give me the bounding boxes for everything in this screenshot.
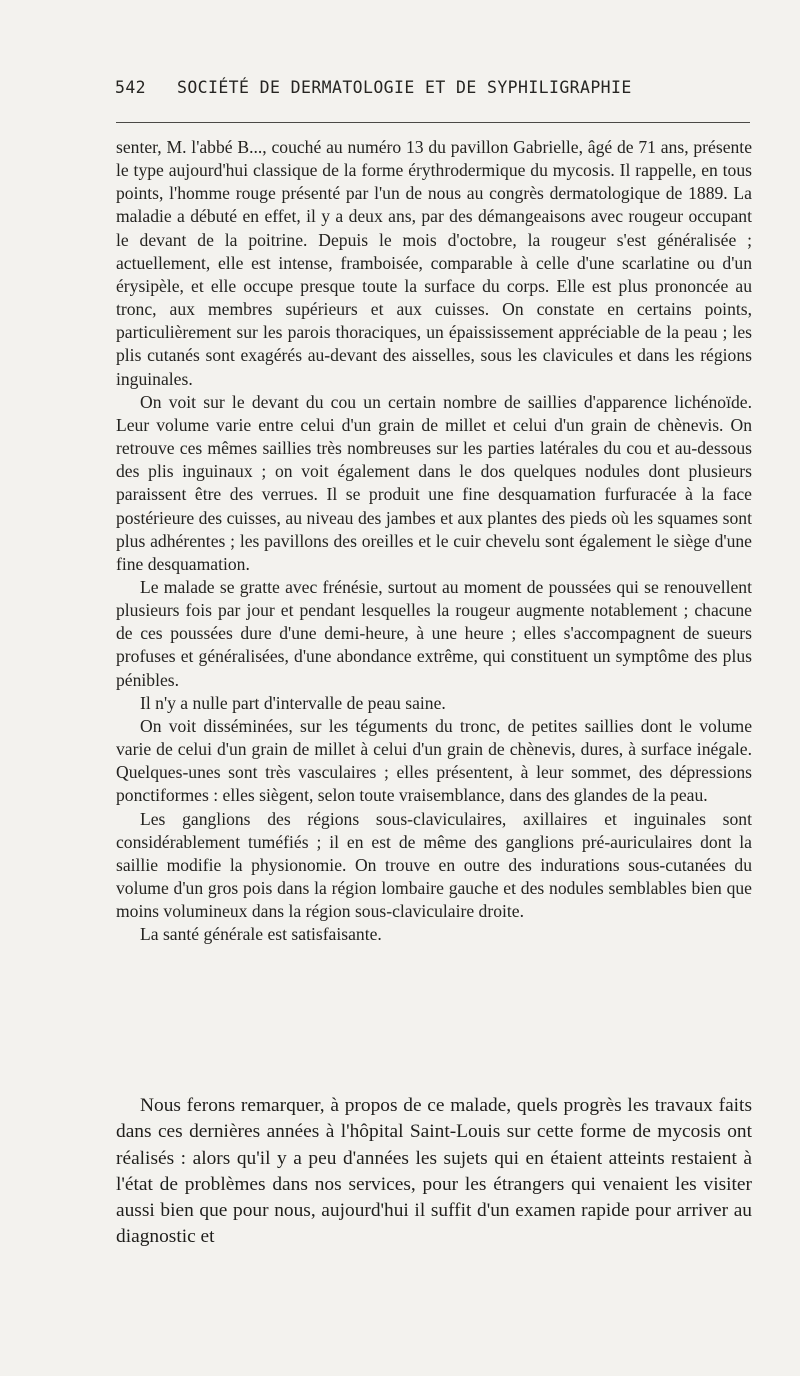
running-title: SOCIÉTÉ DE DERMATOLOGIE ET DE SYPHILIGRAPHIE <box>177 78 632 97</box>
case-report-text <box>116 136 752 946</box>
page-number: 542 <box>115 78 147 97</box>
paragraph-no-healthy-skin: Il n'y a nulle part d'intervalle de peau saine. <box>140 692 446 713</box>
paragraph-general-health: La santé générale est satisfaisante. <box>140 924 382 945</box>
paragraph-commentary: Nous ferons remarquer, à propos de ce malade, quels progrès les travaux faits dans ces dernières années à l'hôpital Saint-Louis sur cette forme de mycosis ont réalisés : alors qu'il y a peu d'années les sujets qui en étaient atteints restaient à l'état de problèmes dans nos services, pour les étrangers qui venaient les visiter aussi bien que pour nous, aujourd'hui il suffit d'un examen rapide pour arriver au diagnostic et <box>116 1095 752 1248</box>
paragraph-continuation: senter, M. l'abbé B..., couché au numéro 13 du pavillon Gabrielle, âgé de 71 ans, présente le type aujourd'hui classique de la forme érythrodermique du mycosis. Il rappelle, en tous points, l'homme rouge présenté par l'un de nous au congrès dermatologique de 1889. La maladie a débuté en effet, il y a deux ans, par des démangeaisons avec rougeur occupant le devant de la poitrine. Depuis le mois d'octobre, la rougeur s'est généralisée ; actuellement, elle est intense, framboisée, comparable à celle d'une scarlatine ou d'un érysipèle, et elle occupe presque toute la surface du corps. Elle est plus prononcée au tronc, aux membres supérieurs et aux cuisses. On constate en certains points, particulièrement sur les parois thoraciques, un épaississement appréciable de la peau ; les plis cutanés sont exagérés au-devant des aisselles, sous les clavicules et dans les régions inguinales. <box>116 137 752 389</box>
header-rule <box>116 122 750 123</box>
paragraph-disseminated-papules: On voit disséminées, sur les téguments du tronc, de petites saillies dont le volume varie de celui d'un grain de millet à celui d'un grain de chènevis, dures, à surface inégale. Quelques-unes sont très vasculaires ; elles présentent, à leur sommet, des dépressions ponctiformes : elles siègent, selon toute vraisemblance, dans des glandes de la peau. <box>116 715 752 806</box>
commentary-text <box>116 1093 752 1251</box>
paragraph-pruritus: Le malade se gratte avec frénésie, surtout au moment de poussées qui se renouvellent plusieurs fois par jour et pendant lesquelles la rougeur augmente notablement ; chacune de ces poussées dure d'une demi-heure, à une heure ; elles s'accompagnent de sueurs profuses et généralisées, d'une abondance extrême, qui constituent un symptôme des plus pénibles. <box>116 576 752 690</box>
running-header <box>115 78 751 106</box>
paragraph-lymph-nodes: Les ganglions des régions sous-claviculaires, axillaires et inguinales sont considérablement tuméfiés ; il en est de même des ganglions pré-auriculaires dont la saillie modifie la physionomie. On trouve en outre des indurations sous-cutanées du volume d'un gros pois dans la région lombaire gauche et des nodules semblables bien que moins volumineux dans la région sous-claviculaire droite. <box>116 808 752 922</box>
paragraph-lichenoid-lesions: On voit sur le devant du cou un certain nombre de saillies d'apparence lichénoïde. Leur volume varie entre celui d'un grain de millet et celui d'un grain de chènevis. On retrouve ces mêmes saillies très nombreuses sur les parties latérales du cou et au-dessous des plis inguinaux ; on voit également dans le dos quelques nodules dont plusieurs paraissent être des verrues. Il se produit une fine desquamation furfuracée à la face postérieure des cuisses, au niveau des jambes et aux plantes des pieds où les squames sont plus adhérentes ; les pavillons des oreilles et le cuir chevelu sont également le siège d'une fine desquamation. <box>116 391 752 574</box>
